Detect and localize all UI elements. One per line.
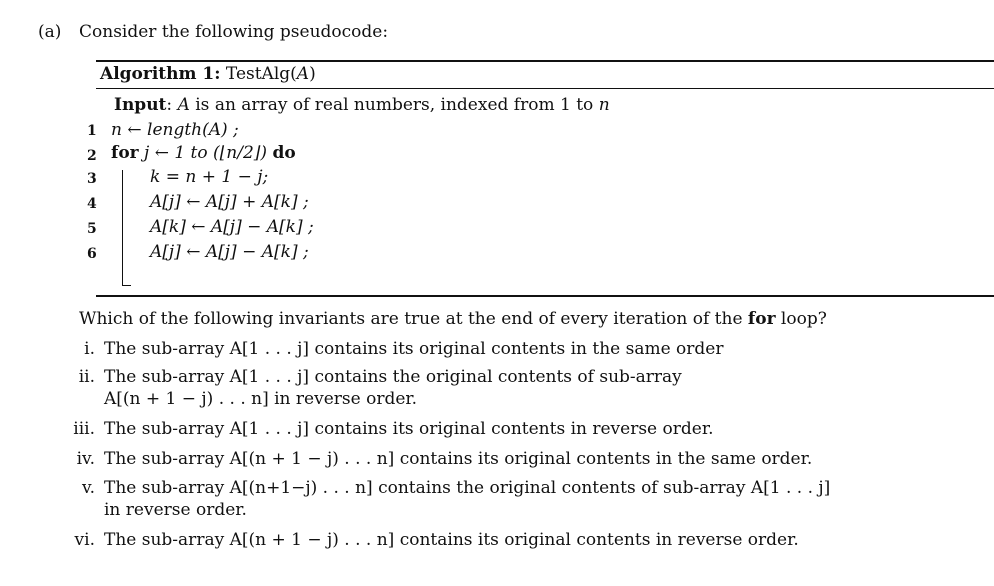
part-label: (a) [38,22,62,42]
keyword-do: do [272,143,296,163]
algorithm-caption-rule [96,88,994,89]
input-label: Input [114,95,167,115]
option-label-iii: iii. [73,419,95,439]
input-var: A [177,95,190,115]
algorithm-caption: Algorithm 1: TestAlg(A) [100,64,316,84]
input-sep: : [166,95,178,115]
line-number-6: 6 [87,246,97,262]
line-number-1: 1 [87,123,97,139]
question-prefix: Which of the following invariants are true at the end of every iteration of the [79,309,748,329]
option-label-iv: iv. [76,449,95,469]
question-keyword: for [747,309,776,329]
algorithm-arg: A [296,64,310,84]
option-label-v: v. [82,478,95,498]
code-line-2 [111,143,296,163]
option-iv-text: The sub-array A[(n + 1 − j) . . . n] contains its original contents in the same order. [104,449,813,469]
algorithm-name: TestAlg [225,64,291,84]
input-desc: is an array of real numbers, indexed from 1 to [189,95,599,115]
option-label-vi: vi. [74,530,95,550]
option-v-text-1: The sub-array A[(n+1−j) . . . n] contains the original contents of sub-array A[1 . . . j] [104,478,831,498]
option-label-ii: ii. [78,367,95,387]
line-number-5: 5 [87,221,97,237]
input-n: n [598,95,610,115]
intro-text: Consider the following pseudocode: [79,22,389,42]
keyword-for: for [111,143,139,163]
option-i-text: The sub-array A[1 . . . j] contains its original contents in the same order [104,339,724,359]
option-iii-text: The sub-array A[1 . . . j] contains its original contents in reverse order. [104,419,714,439]
code-line-4: A[j] ← A[j] + A[k] ; [150,192,309,212]
code-line-3: k = n + 1 − j; [150,167,269,187]
option-ii-text-1: The sub-array A[1 . . . j] contains the original contents of sub-array [104,367,682,387]
question-suffix: loop? [775,309,827,329]
option-v-text-2: in reverse order. [104,500,247,520]
code-line-6: A[j] ← A[j] − A[k] ; [150,242,309,262]
algorithm-input [114,95,610,115]
algorithm-top-rule [96,60,994,62]
question-text [79,309,827,329]
code-line-5: A[k] ← A[j] − A[k] ; [150,217,314,237]
option-ii-text-2: A[(n + 1 − j) . . . n] in reverse order. [104,389,418,409]
line-number-3: 3 [87,171,97,187]
line-number-2: 2 [87,148,97,164]
code-line-1: n ← length(A) ; [111,120,239,140]
option-vi-text: The sub-array A[(n + 1 − j) . . . n] contains its original contents in reverse order. [104,530,799,550]
algorithm-heading: Algorithm 1: [100,64,221,84]
option-label-i: i. [84,339,95,359]
loop-range: j ← 1 to (⌊n/2⌋) [144,143,268,163]
loop-body-bracket [122,170,131,286]
line-number-4: 4 [87,196,97,212]
algorithm-bottom-rule [96,295,994,297]
